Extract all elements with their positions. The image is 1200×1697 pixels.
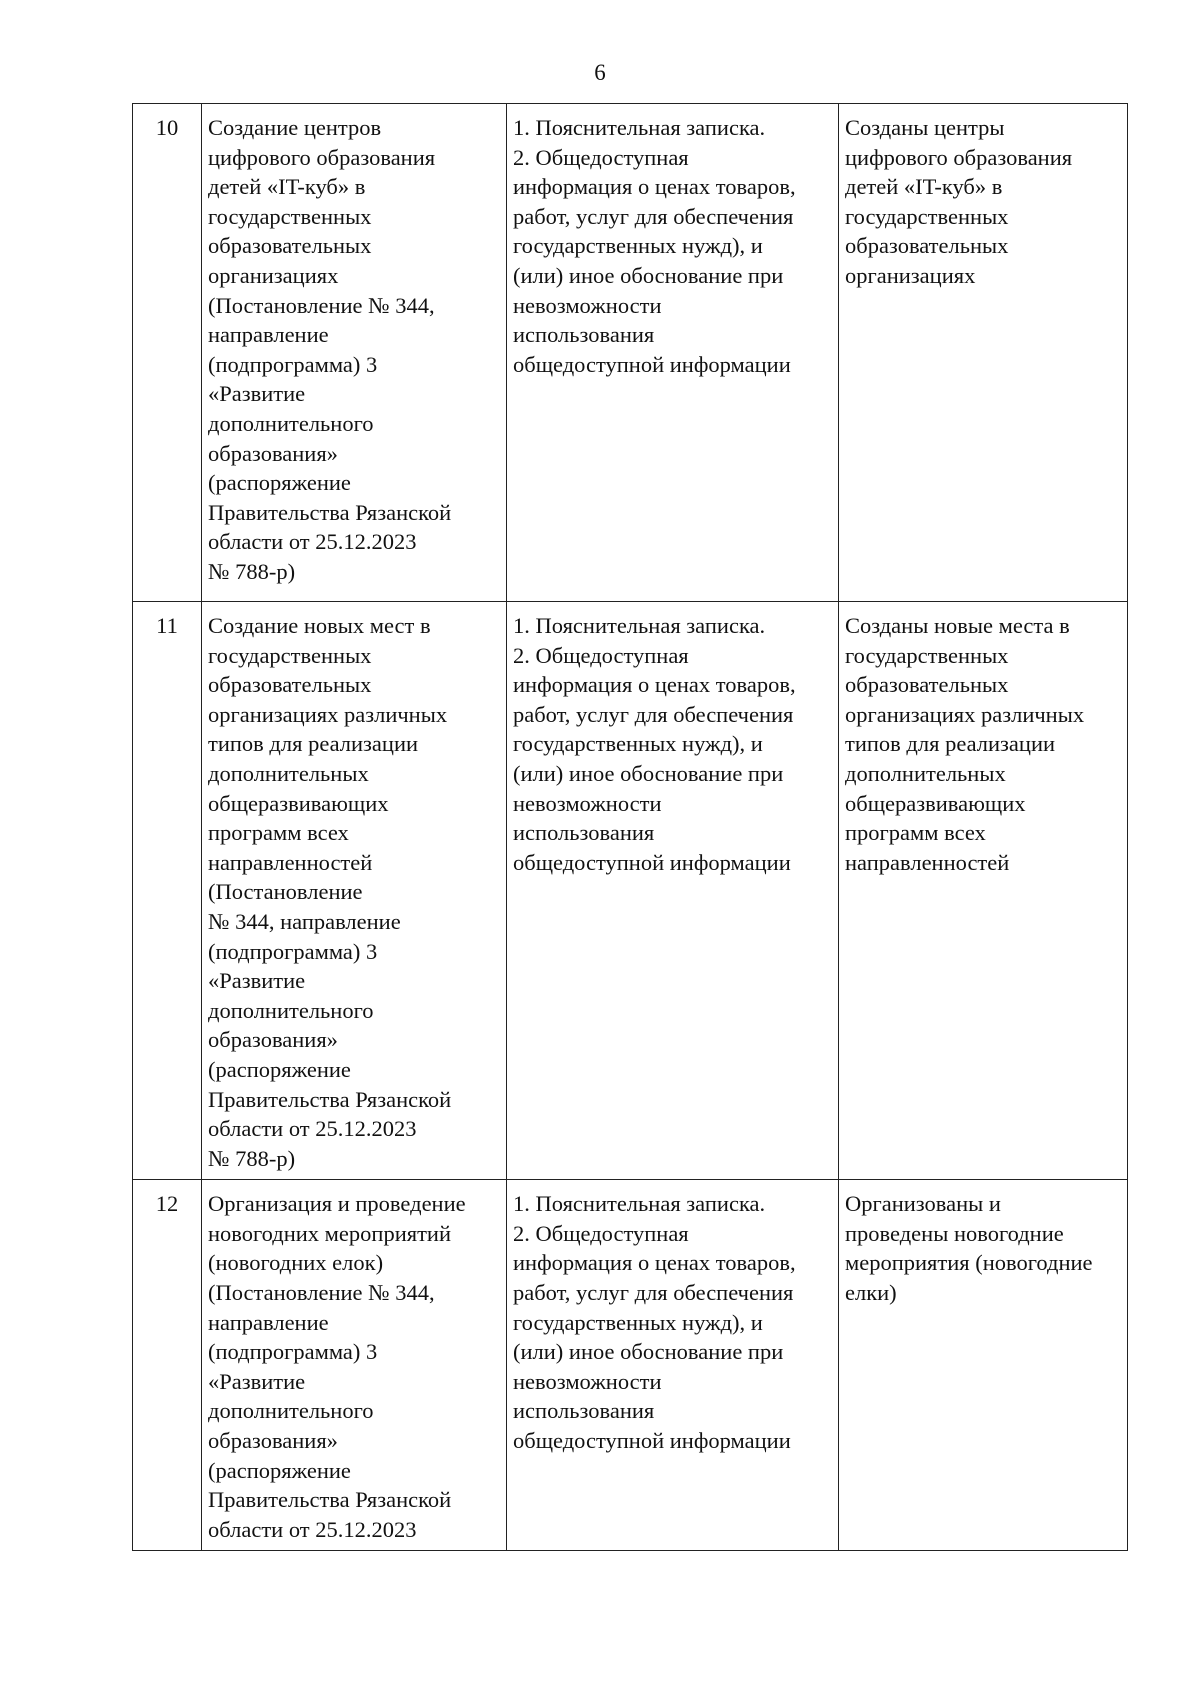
row-number: 11	[133, 602, 202, 1180]
activities-table	[132, 103, 1128, 1551]
page-number: 6	[594, 60, 606, 85]
table-row	[133, 1180, 1128, 1551]
row-number: 12	[133, 1180, 202, 1551]
row-number: 10	[133, 104, 202, 602]
required-documents: 1. Пояснительная записка. 2. Общедоступная информация о ценах товаров, работ, услуг для обеспечения государственных нужд), и (или) иное обоснование при невозможности использования общедоступной информации	[507, 104, 839, 602]
required-documents: 1. Пояснительная записка. 2. Общедоступная информация о ценах товаров, работ, услуг для обеспечения государственных нужд), и (или) иное обоснование при невозможности использования общедоступной информации	[507, 1180, 839, 1551]
expected-result: Созданы центры цифрового образования детей «IT-куб» в государственных образовательных организациях	[839, 104, 1128, 602]
expected-result: Организованы и проведены новогодние мероприятия (новогодние елки)	[839, 1180, 1128, 1551]
event-description: Создание новых мест в государственных образовательных организациях различных типов для реализации дополнительных общеразвивающих программ всех направленностей (Постановление № 344, направление (подпрограмма) 3 «Развитие дополнительного образования» (распоряжение Правительства Рязанской области от 25.12.2023 № 788-р)	[202, 602, 507, 1180]
event-description: Создание центров цифрового образования детей «IT-куб» в государственных образовательных организациях (Постановление № 344, направление (подпрограмма) 3 «Развитие дополнительного образования» (распоряжение Правительства Рязанской области от 25.12.2023 № 788-р)	[202, 104, 507, 602]
required-documents: 1. Пояснительная записка. 2. Общедоступная информация о ценах товаров, работ, услуг для обеспечения государственных нужд), и (или) иное обоснование при невозможности использования общедоступной информации	[507, 602, 839, 1180]
event-description: Организация и проведение новогодних мероприятий (новогодних елок) (Постановление № 344, направление (подпрограмма) 3 «Развитие дополнительного образования» (распоряжение Правительства Рязанской области от 25.12.2023	[202, 1180, 507, 1551]
expected-result: Созданы новые места в государственных образовательных организациях различных типов для реализации дополнительных общеразвивающих программ всех направленностей	[839, 602, 1128, 1180]
table-row	[133, 104, 1128, 602]
table-row	[133, 602, 1128, 1180]
